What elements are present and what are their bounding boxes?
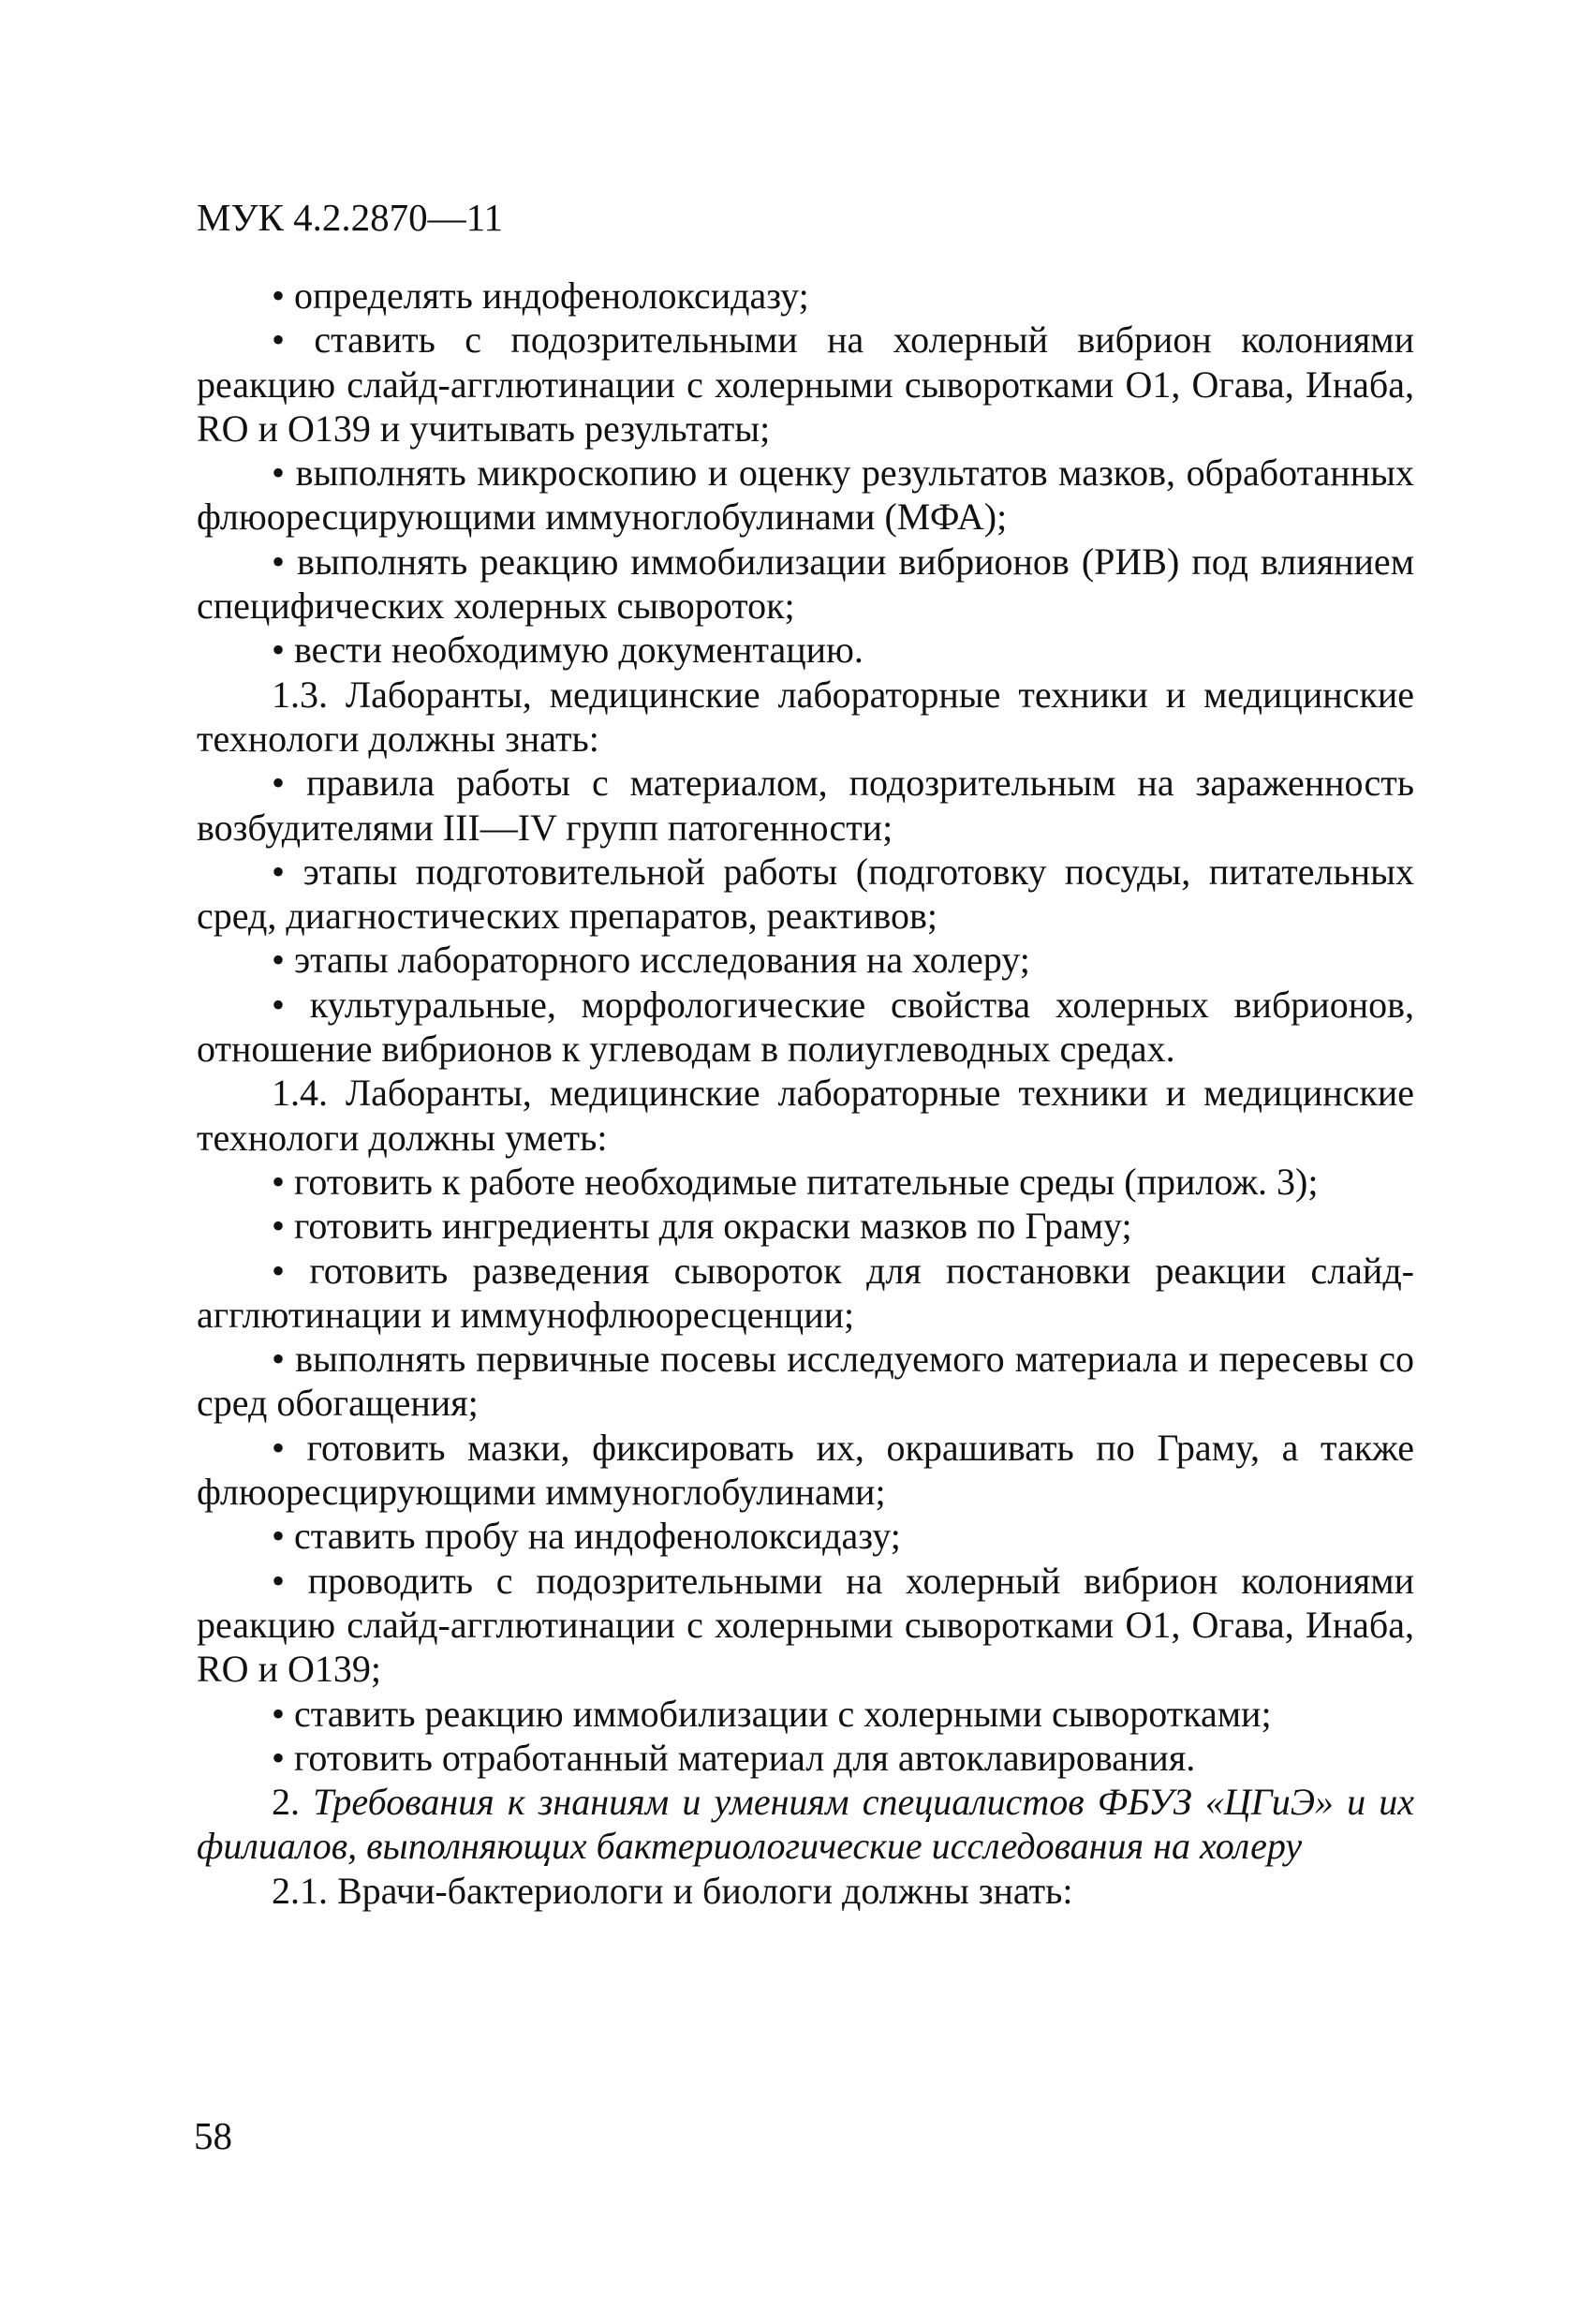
bullet-item: • вести необходимую документацию.: [272, 629, 863, 672]
bullet-item: • готовить к работе необходимые питательные среды (прилож. 3);: [272, 1160, 1319, 1203]
bullet-item: • ставить пробу на индофенолоксидазу;: [272, 1515, 901, 1558]
section-2-heading: [197, 1780, 1414, 1869]
bullet-item: • культуральные, морфологические свойства холерных вибрионов, отношение вибрионов к углеводам в полиуглеводных средах.: [197, 983, 1414, 1071]
bullet-item: • выполнять реакцию иммобилизации вибрионов (РИВ) под влиянием специфических холерных сывороток;: [197, 540, 1414, 628]
page-body: [197, 274, 1414, 1913]
bullet-item: • готовить разведения сывороток для постановки реакции слайд-агглютинации и иммунофлюоресценции;: [197, 1249, 1414, 1336]
section-paragraph-1-4: 1.4. Лаборанты, медицинские лабораторные техники и медицинские технологи должны уметь:: [197, 1072, 1414, 1159]
bullet-item: • готовить отработанный материал для автоклавирования.: [272, 1736, 1196, 1779]
bullet-item: • этапы подготовительной работы (подготовку посуды, питательных сред, диагностических препаратов, реактивов;: [197, 850, 1414, 938]
bullet-item: • готовить мазки, фиксировать их, окрашивать по Граму, а также флюоресцирующими иммуноглобулинами;: [197, 1426, 1414, 1514]
bullet-item: • ставить с подозрительными на холерный вибрион колониями реакцию слайд-агглютинации с холерными сыворотками O1, Огава, Инаба, RO и O139 и учитывать результаты;: [197, 318, 1414, 450]
section-2-number: 2.: [272, 1781, 300, 1824]
section-2-title: Требования к знаниям и умениям специалистов ФБУЗ «ЦГиЭ» и их филиалов, выполняющих бактериологические исследования на холеру: [197, 1781, 1414, 1868]
bullet-item: • выполнять микроскопию и оценку результатов мазков, обработанных флюоресцирующими иммуноглобулинами (МФА);: [197, 451, 1414, 539]
bullet-item: • правила работы с материалом, подозрительным на зараженность возбудителями III—IV групп патогенности;: [197, 762, 1414, 849]
bullet-item: • этапы лабораторного исследования на холеру;: [272, 939, 1030, 982]
section-paragraph-1-3: 1.3. Лаборанты, медицинские лабораторные техники и медицинские технологи должны знать:: [197, 673, 1414, 760]
bullet-item: • проводить с подозрительными на холерный вибрион колониями реакцию слайд-агглютинации с холерными сыворотками O1, Огава, Инаба, RO и O139;: [197, 1559, 1414, 1691]
bullet-item: • выполнять первичные посевы исследуемого материала и пересевы со сред обогащения;: [197, 1338, 1414, 1425]
section-paragraph-2-1: 2.1. Врачи-бактериологи и биологи должны знать:: [272, 1869, 1073, 1912]
bullet-item: • определять индофенолоксидазу;: [272, 274, 809, 317]
bullet-item: • готовить ингредиенты для окраски мазков по Граму;: [272, 1205, 1132, 1248]
page-number: 58: [194, 2114, 232, 2157]
bullet-item: • ставить реакцию иммобилизации с холерными сыворотками;: [272, 1692, 1272, 1735]
document-code-header: МУК 4.2.2870—11: [197, 196, 504, 239]
